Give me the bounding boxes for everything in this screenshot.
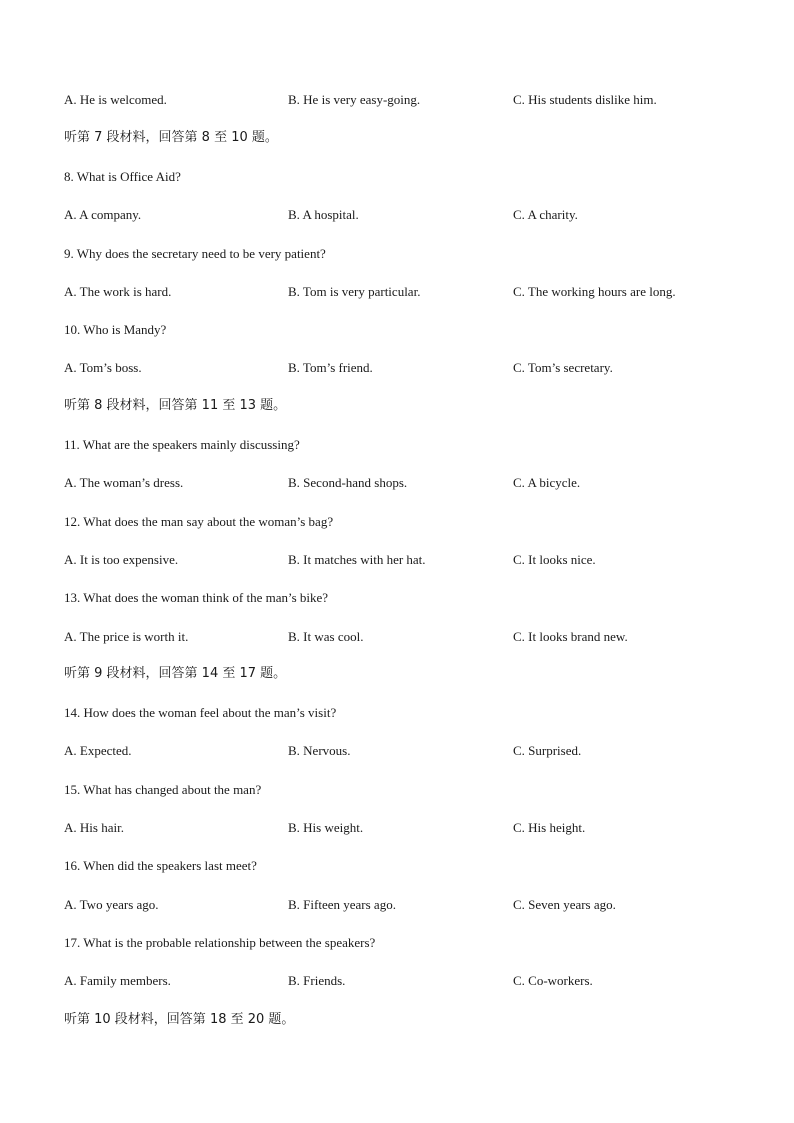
- question-text: 15. What has changed about the man?: [64, 782, 262, 797]
- option-b: B. Fifteen years ago.: [288, 897, 396, 912]
- question-text: 17. What is the probable relationship between the speakers?: [64, 935, 376, 950]
- option-a: A. Two years ago.: [64, 897, 159, 912]
- option-c: C. It looks nice.: [513, 552, 596, 567]
- option-a: A. The work is hard.: [64, 284, 172, 299]
- option-a: A. Expected.: [64, 743, 132, 758]
- option-b: B. Second-hand shops.: [288, 475, 408, 490]
- option-c: C. Surprised.: [513, 743, 582, 758]
- option-c: C. Co-workers.: [513, 973, 593, 988]
- option-a: A. His hair.: [64, 820, 124, 835]
- question-text: 10. Who is Mandy?: [64, 322, 167, 337]
- option-a: A. Family members.: [64, 973, 171, 988]
- option-c: C. The working hours are long.: [513, 284, 676, 299]
- option-b: B. Tom’s friend.: [288, 360, 373, 375]
- option-b: B. It matches with her hat.: [288, 552, 426, 567]
- question-text: 8. What is Office Aid?: [64, 169, 181, 184]
- option-a: A. Tom’s boss.: [64, 360, 142, 375]
- option-c: C. Seven years ago.: [513, 897, 616, 912]
- option-a: A. It is too expensive.: [64, 552, 179, 567]
- question-text: 16. When did the speakers last meet?: [64, 858, 257, 873]
- option-c: C. A charity.: [513, 207, 578, 222]
- section-heading: 听第 7 段材料，回答第 8 至 10 题。: [64, 130, 278, 145]
- option-c: C. It looks brand new.: [513, 629, 628, 644]
- question-text: 9. Why does the secretary need to be very patient?: [64, 246, 326, 261]
- option-b: B. It was cool.: [288, 629, 364, 644]
- option-b: B. His weight.: [288, 820, 364, 835]
- section-heading: 听第 9 段材料，回答第 14 至 17 题。: [64, 666, 287, 681]
- option-a: A. He is welcomed.: [64, 92, 167, 107]
- option-b: B. Friends.: [288, 973, 346, 988]
- option-b: B. He is very easy-going.: [288, 92, 421, 107]
- section-heading: 听第 10 段材料，回答第 18 至 20 题。: [64, 1012, 295, 1027]
- option-a: A. The woman’s dress.: [64, 475, 184, 490]
- option-c: C. His students dislike him.: [513, 92, 657, 107]
- option-a: A. The price is worth it.: [64, 629, 189, 644]
- option-b: B. A hospital.: [288, 207, 359, 222]
- question-text: 13. What does the woman think of the man’s bike?: [64, 590, 329, 605]
- option-a: A. A company.: [64, 207, 142, 222]
- option-b: B. Nervous.: [288, 743, 351, 758]
- section-heading: 听第 8 段材料，回答第 11 至 13 题。: [64, 398, 287, 413]
- option-c: C. His height.: [513, 820, 586, 835]
- question-text: 14. How does the woman feel about the man’s visit?: [64, 705, 337, 720]
- question-text: 12. What does the man say about the woman’s bag?: [64, 514, 334, 529]
- option-c: C. Tom’s secretary.: [513, 360, 613, 375]
- option-b: B. Tom is very particular.: [288, 284, 421, 299]
- option-c: C. A bicycle.: [513, 475, 581, 490]
- question-text: 11. What are the speakers mainly discussing?: [64, 437, 300, 452]
